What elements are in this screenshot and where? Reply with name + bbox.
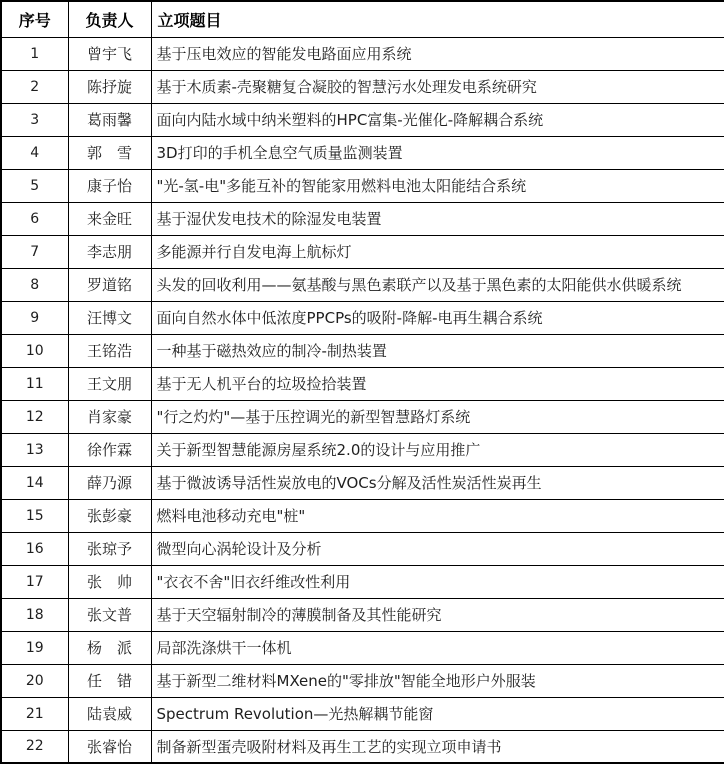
table-row bbox=[1, 433, 724, 466]
leader-cell: 张文普 bbox=[68, 598, 151, 631]
serial-cell: 1 bbox=[1, 37, 68, 70]
table-row bbox=[1, 598, 724, 631]
serial-cell: 9 bbox=[1, 301, 68, 334]
title-cell: "光-氢-电"多能互补的智能家用燃料电池太阳能结合系统 bbox=[151, 169, 724, 202]
column-header-title: 立项题目 bbox=[151, 1, 724, 37]
title-cell: 头发的回收利用——氨基酸与黑色素联产以及基于黑色素的太阳能供水供暖系统 bbox=[151, 268, 724, 301]
title-cell: 基于湿伏发电技术的除湿发电装置 bbox=[151, 202, 724, 235]
table-row bbox=[1, 697, 724, 730]
table-row bbox=[1, 301, 724, 334]
serial-cell: 5 bbox=[1, 169, 68, 202]
title-cell: 面向自然水体中低浓度PPCPs的吸附-降解-电再生耦合系统 bbox=[151, 301, 724, 334]
table-row bbox=[1, 565, 724, 598]
leader-cell: 张彭豪 bbox=[68, 499, 151, 532]
title-cell: 基于压电效应的智能发电路面应用系统 bbox=[151, 37, 724, 70]
leader-cell: 李志朋 bbox=[68, 235, 151, 268]
serial-cell: 10 bbox=[1, 334, 68, 367]
leader-cell: 郭 雪 bbox=[68, 136, 151, 169]
serial-cell: 15 bbox=[1, 499, 68, 532]
leader-cell: 康子怡 bbox=[68, 169, 151, 202]
serial-cell: 2 bbox=[1, 70, 68, 103]
title-cell: 基于天空辐射制冷的薄膜制备及其性能研究 bbox=[151, 598, 724, 631]
title-cell: 基于微波诱导活性炭放电的VOCs分解及活性炭活性炭再生 bbox=[151, 466, 724, 499]
column-header-leader: 负责人 bbox=[68, 1, 151, 37]
table-row bbox=[1, 631, 724, 664]
title-cell: 基于木质素-壳聚糖复合凝胶的智慧污水处理发电系统研究 bbox=[151, 70, 724, 103]
serial-cell: 14 bbox=[1, 466, 68, 499]
leader-cell: 罗道铭 bbox=[68, 268, 151, 301]
table-row bbox=[1, 169, 724, 202]
title-cell: 燃料电池移动充电"桩" bbox=[151, 499, 724, 532]
serial-cell: 7 bbox=[1, 235, 68, 268]
table-row bbox=[1, 730, 724, 763]
table-row bbox=[1, 202, 724, 235]
serial-cell: 22 bbox=[1, 730, 68, 763]
title-cell: 3D打印的手机全息空气质量监测装置 bbox=[151, 136, 724, 169]
title-cell: "衣衣不舍"旧衣纤维改性利用 bbox=[151, 565, 724, 598]
title-cell: 基于无人机平台的垃圾捡拾装置 bbox=[151, 367, 724, 400]
column-header-serial: 序号 bbox=[1, 1, 68, 37]
leader-cell: 张睿怡 bbox=[68, 730, 151, 763]
table-row bbox=[1, 37, 724, 70]
serial-cell: 3 bbox=[1, 103, 68, 136]
serial-cell: 16 bbox=[1, 532, 68, 565]
table-row bbox=[1, 103, 724, 136]
leader-cell: 来金旺 bbox=[68, 202, 151, 235]
serial-cell: 18 bbox=[1, 598, 68, 631]
table-row bbox=[1, 367, 724, 400]
serial-cell: 20 bbox=[1, 664, 68, 697]
title-cell: 多能源并行自发电海上航标灯 bbox=[151, 235, 724, 268]
serial-cell: 12 bbox=[1, 400, 68, 433]
title-cell: 一种基于磁热效应的制冷-制热装置 bbox=[151, 334, 724, 367]
leader-cell: 汪博文 bbox=[68, 301, 151, 334]
leader-cell: 张琼予 bbox=[68, 532, 151, 565]
leader-cell: 陈抒旋 bbox=[68, 70, 151, 103]
title-cell: Spectrum Revolution—光热解耦节能窗 bbox=[151, 697, 724, 730]
serial-cell: 21 bbox=[1, 697, 68, 730]
leader-cell: 曾宇飞 bbox=[68, 37, 151, 70]
leader-cell: 王文朋 bbox=[68, 367, 151, 400]
title-cell: 面向内陆水域中纳米塑料的HPC富集-光催化-降解耦合系统 bbox=[151, 103, 724, 136]
leader-cell: 王铭浩 bbox=[68, 334, 151, 367]
serial-cell: 8 bbox=[1, 268, 68, 301]
serial-cell: 6 bbox=[1, 202, 68, 235]
table-header bbox=[1, 1, 724, 37]
leader-cell: 肖家豪 bbox=[68, 400, 151, 433]
table-body bbox=[1, 37, 724, 763]
title-cell: 微型向心涡轮设计及分析 bbox=[151, 532, 724, 565]
serial-cell: 13 bbox=[1, 433, 68, 466]
table-row bbox=[1, 70, 724, 103]
table-row bbox=[1, 334, 724, 367]
leader-cell: 杨 派 bbox=[68, 631, 151, 664]
title-cell: 局部洗涤烘干一体机 bbox=[151, 631, 724, 664]
title-cell: 基于新型二维材料MXene的"零排放"智能全地形户外服装 bbox=[151, 664, 724, 697]
title-cell: 制备新型蛋壳吸附材料及再生工艺的实现立项申请书 bbox=[151, 730, 724, 763]
serial-cell: 17 bbox=[1, 565, 68, 598]
header-row bbox=[1, 1, 724, 37]
leader-cell: 任 错 bbox=[68, 664, 151, 697]
leader-cell: 薛乃源 bbox=[68, 466, 151, 499]
serial-cell: 11 bbox=[1, 367, 68, 400]
table-row bbox=[1, 268, 724, 301]
title-cell: "行之灼灼"—基于压控调光的新型智慧路灯系统 bbox=[151, 400, 724, 433]
table-row bbox=[1, 136, 724, 169]
title-cell: 关于新型智慧能源房屋系统2.0的设计与应用推广 bbox=[151, 433, 724, 466]
table-row bbox=[1, 466, 724, 499]
table-row bbox=[1, 235, 724, 268]
leader-cell: 徐作霖 bbox=[68, 433, 151, 466]
leader-cell: 葛雨馨 bbox=[68, 103, 151, 136]
table-row bbox=[1, 499, 724, 532]
serial-cell: 19 bbox=[1, 631, 68, 664]
leader-cell: 陆袁威 bbox=[68, 697, 151, 730]
table-row bbox=[1, 664, 724, 697]
table-row bbox=[1, 400, 724, 433]
table-row bbox=[1, 532, 724, 565]
leader-cell: 张 帅 bbox=[68, 565, 151, 598]
serial-cell: 4 bbox=[1, 136, 68, 169]
